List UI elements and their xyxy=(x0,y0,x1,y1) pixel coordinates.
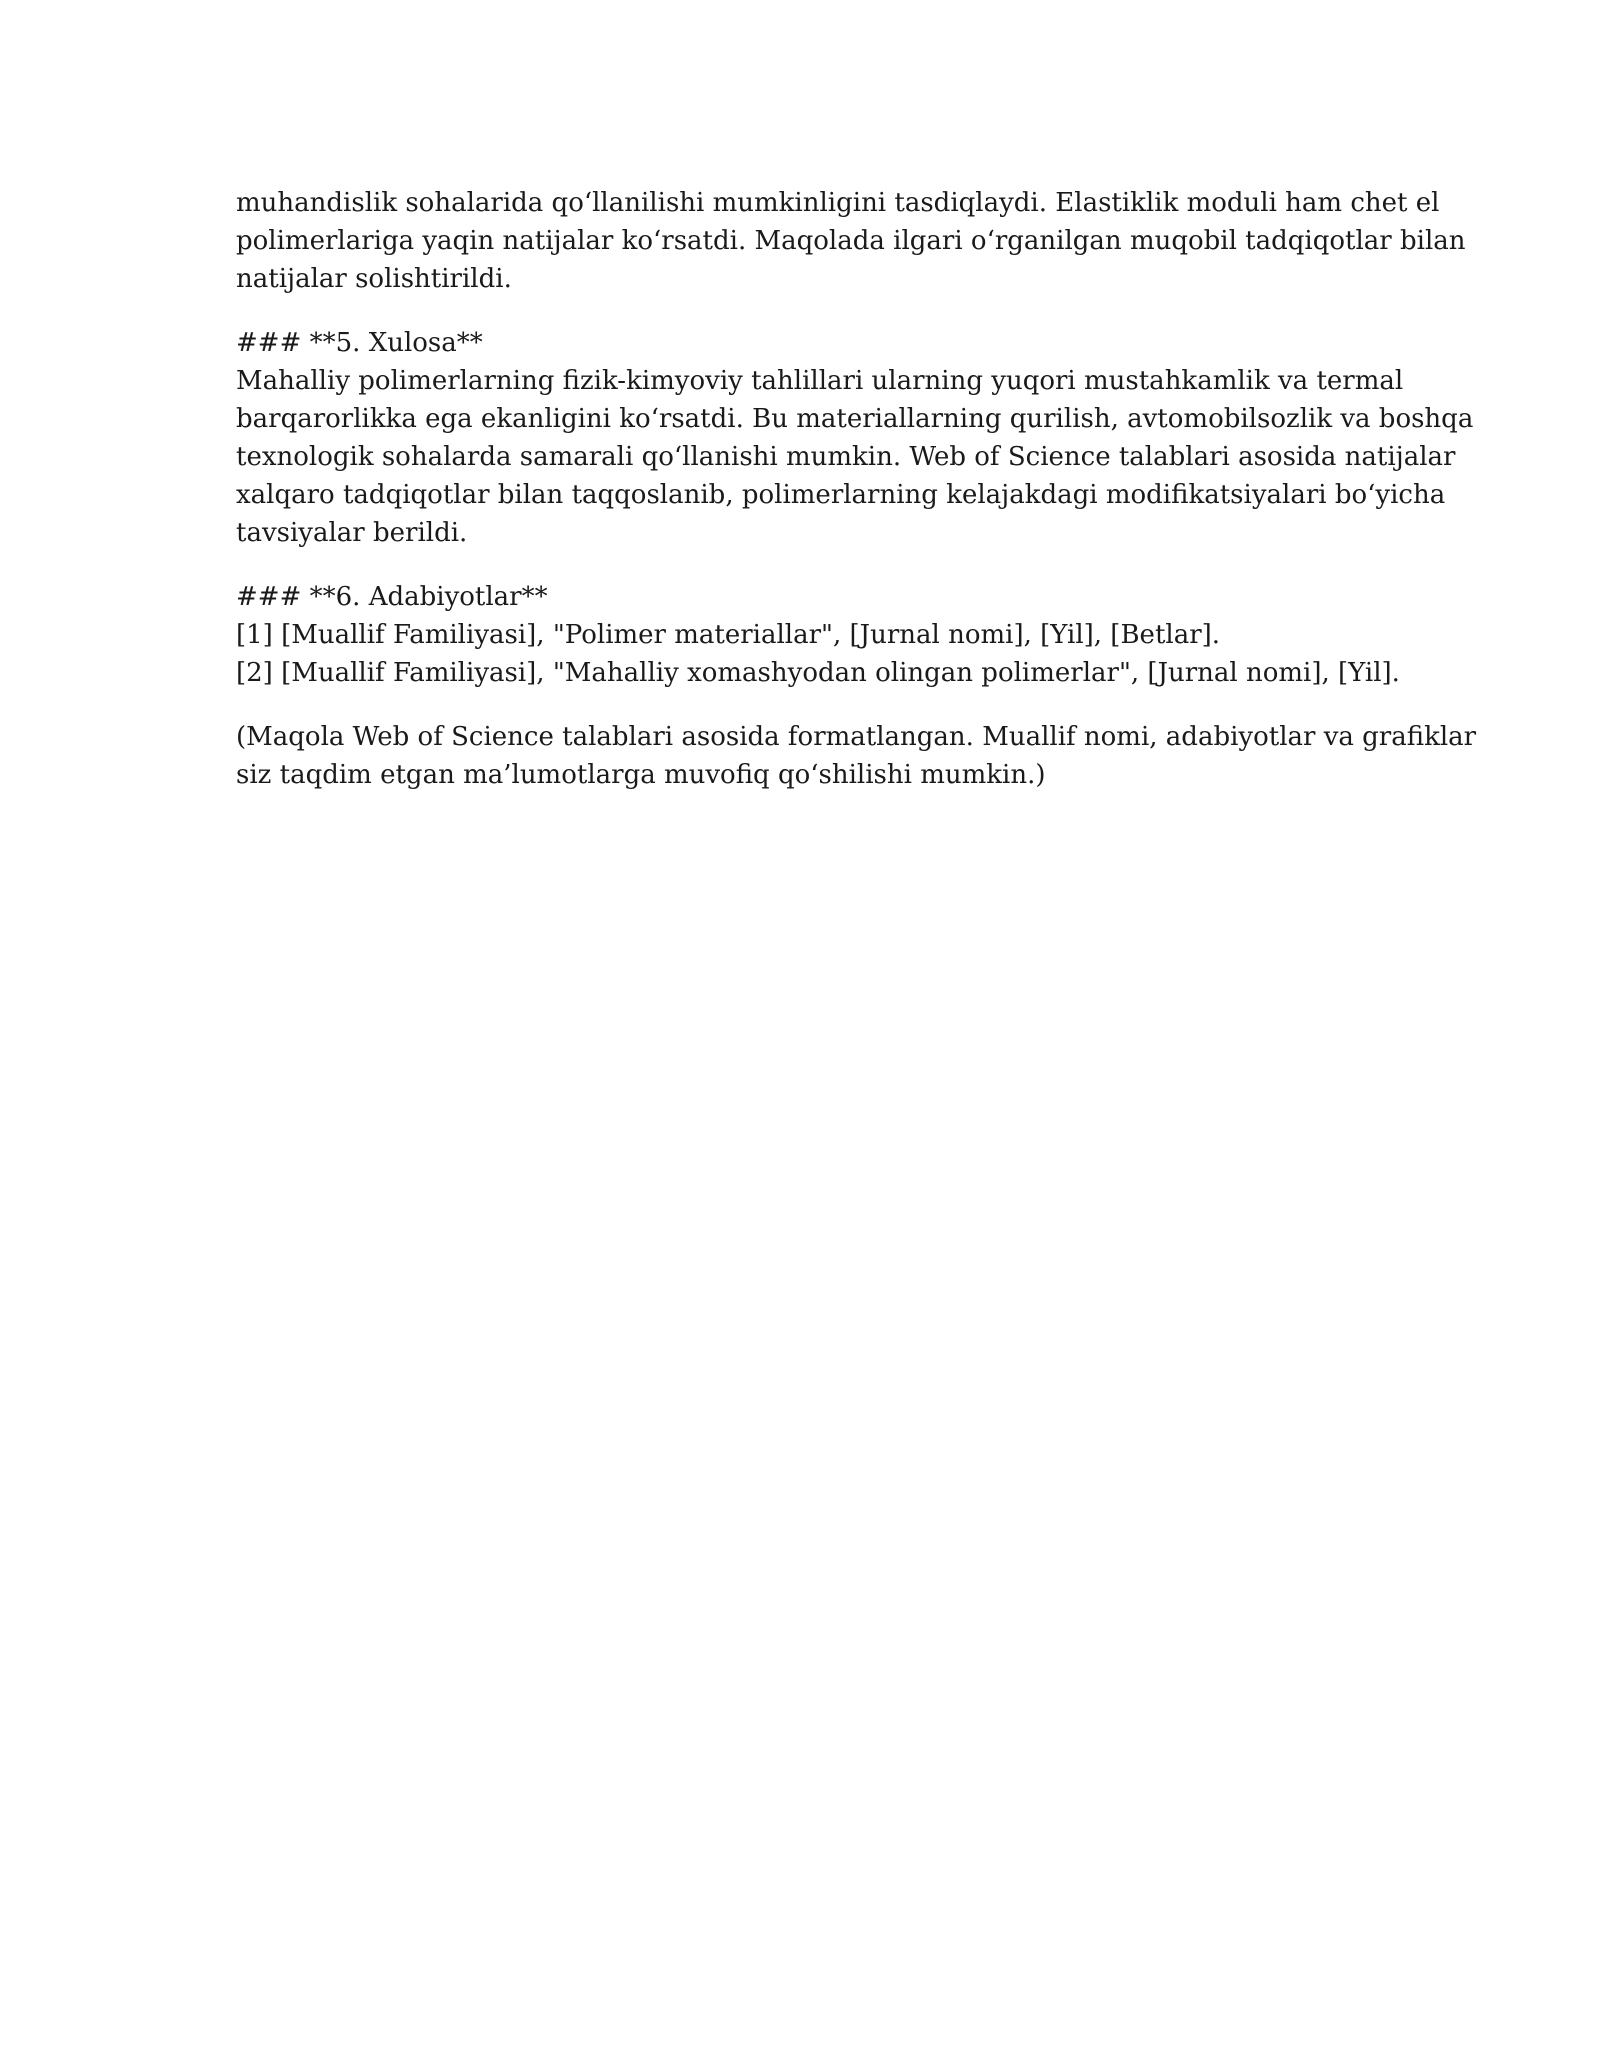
text-line: (Maqola Web of Science talablari asosida formatlangan. Muallif nomi, adabiyotlar va grafiklar xyxy=(236,722,1477,752)
text-line: polimerlariga yaqin natijalar ko‘rsatdi. Maqolada ilgari o‘rganilgan muqobil tadqiqotlar bilan xyxy=(236,226,1466,256)
conclusion-section xyxy=(236,324,1474,552)
reference-item: [2] [Muallif Familiyasi], "Mahalliy xomashyodan olingan polimerlar", [Jurnal nomi], [Yil]. xyxy=(236,658,1400,688)
references-section xyxy=(236,578,1400,692)
text-line: siz taqdim etgan ma’lumotlarga muvofiq qo‘shilishi mumkin.) xyxy=(236,760,1046,790)
conclusion-heading: ### **5. Xulosa** xyxy=(236,328,483,358)
text-line: tavsiyalar berildi. xyxy=(236,518,468,548)
text-line: muhandislik sohalarida qo‘llanilishi mumkinligini tasdiqlaydi. Elastiklik moduli ham chet el xyxy=(236,188,1440,218)
reference-item: [1] [Muallif Familiyasi], "Polimer materiallar", [Jurnal nomi], [Yil], [Betlar]. xyxy=(236,620,1221,650)
text-line: natijalar solishtirildi. xyxy=(236,264,512,294)
document-body xyxy=(236,184,1477,820)
references-heading: ### **6. Adabiyotlar** xyxy=(236,582,548,612)
intro-paragraph xyxy=(236,184,1466,298)
formatting-note xyxy=(236,718,1477,794)
text-line: xalqaro tadqiqotlar bilan taqqoslanib, polimerlarning kelajakdagi modifikatsiyalari bo‘yicha xyxy=(236,480,1446,510)
text-line: texnologik sohalarda samarali qo‘llanishi mumkin. Web of Science talablari asosida natijalar xyxy=(236,442,1456,472)
text-line: Mahalliy polimerlarning fizik-kimyoviy tahlillari ularning yuqori mustahkamlik va termal xyxy=(236,366,1404,396)
text-line: barqarorlikka ega ekanligini ko‘rsatdi. Bu materiallarning qurilish, avtomobilsozlik va boshqa xyxy=(236,404,1474,434)
